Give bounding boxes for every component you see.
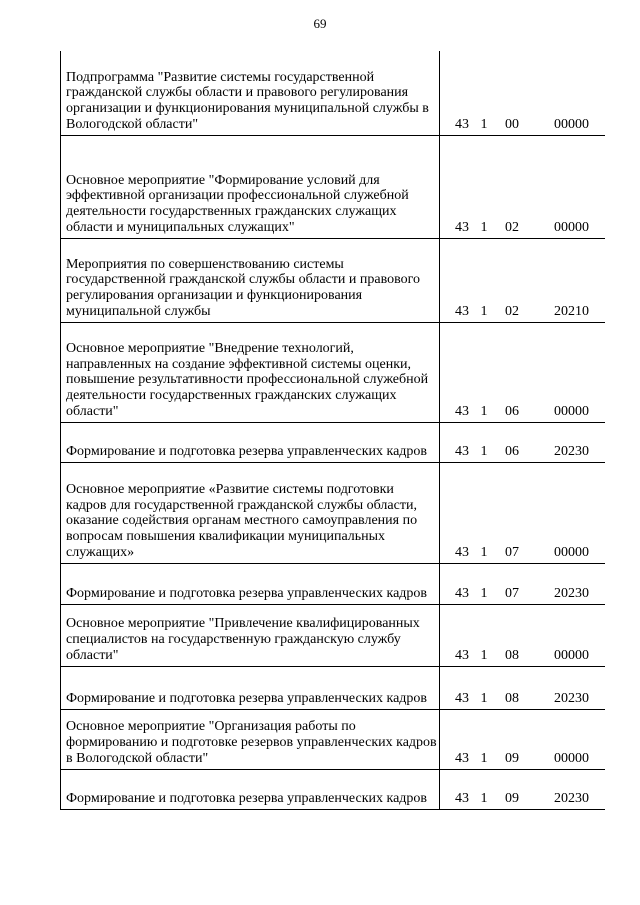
code-program: 43: [455, 750, 469, 766]
code-program: 43: [455, 647, 469, 663]
code-subprogram: 1: [480, 303, 488, 319]
row-description: Основное мероприятие "Привлечение квалифицированных специалистов на государственную гражданскую службу области": [61, 604, 440, 666]
row-description: Формирование и подготовка резерва управленческих кадров: [61, 769, 440, 809]
code-main-activity: 09: [505, 750, 519, 766]
code-subprogram: 1: [480, 219, 488, 235]
code-program: 43: [455, 585, 469, 601]
row-description: Формирование и подготовка резерва управленческих кадров: [61, 422, 440, 462]
table-row: [61, 769, 606, 809]
row-description: Основное мероприятие «Развитие системы подготовки кадров для государственной гражданской службы области, оказание содействия органам местного самоуправления по вопросам повышения квалификации муниципальных служащих»: [61, 462, 440, 563]
code-program: 43: [455, 116, 469, 132]
code-main-activity: 08: [505, 647, 519, 663]
table-row: [61, 422, 606, 462]
code-subprogram: 1: [480, 443, 488, 459]
code-main-activity: 00: [505, 116, 519, 132]
code-direction: 00000: [554, 403, 589, 419]
code-subprogram: 1: [480, 690, 488, 706]
code-subprogram: 1: [480, 585, 488, 601]
row-description: Формирование и подготовка резерва управленческих кадров: [61, 563, 440, 604]
page-number: 69: [313, 16, 327, 31]
code-direction: 00000: [554, 219, 589, 235]
row-description: Подпрограмма "Развитие системы государственной гражданской службы области и правового регулирования организации и функционирования муниципальной службы в Вологодской области": [61, 51, 440, 135]
code-subprogram: 1: [480, 116, 488, 132]
row-description: Основное мероприятие "Формирование условий для эффективной организации профессиональной служебной деятельности государственных гражданских служащих области и муниципальных служащих": [61, 135, 440, 238]
budget-classification-table: [60, 51, 605, 810]
code-program: 43: [455, 219, 469, 235]
code-program: 43: [455, 690, 469, 706]
code-subprogram: 1: [480, 750, 488, 766]
table-row: [61, 322, 606, 422]
code-direction: 20230: [554, 690, 589, 706]
code-main-activity: 06: [505, 403, 519, 419]
code-program: 43: [455, 403, 469, 419]
code-program: 43: [455, 790, 469, 806]
code-main-activity: 09: [505, 790, 519, 806]
code-direction: 00000: [554, 544, 589, 560]
code-direction: 20210: [554, 303, 589, 319]
row-description: Мероприятия по совершенствованию системы государственной гражданской службы области и правового регулирования организации и функционирования муниципальной службы: [61, 238, 440, 322]
code-direction: 00000: [554, 116, 589, 132]
table-row: [61, 51, 606, 135]
code-direction: 00000: [554, 647, 589, 663]
code-subprogram: 1: [480, 403, 488, 419]
code-subprogram: 1: [480, 544, 488, 560]
table-row: [61, 563, 606, 604]
code-main-activity: 02: [505, 219, 519, 235]
code-main-activity: 07: [505, 585, 519, 601]
table-row: [61, 604, 606, 666]
code-main-activity: 07: [505, 544, 519, 560]
table-row: [61, 135, 606, 238]
table-row: [61, 462, 606, 563]
code-direction: 00000: [554, 750, 589, 766]
row-description: Основное мероприятие "Внедрение технологий, направленных на создание эффективной системы оценки, повышение результативности профессиональной служебной деятельности государственных гражданских служащих области": [61, 322, 440, 422]
code-direction: 20230: [554, 790, 589, 806]
code-program: 43: [455, 303, 469, 319]
table-row: [61, 666, 606, 709]
code-program: 43: [455, 544, 469, 560]
code-main-activity: 06: [505, 443, 519, 459]
code-main-activity: 08: [505, 690, 519, 706]
code-subprogram: 1: [480, 647, 488, 663]
code-main-activity: 02: [505, 303, 519, 319]
code-direction: 20230: [554, 585, 589, 601]
code-direction: 20230: [554, 443, 589, 459]
code-program: 43: [455, 443, 469, 459]
row-description: Формирование и подготовка резерва управленческих кадров: [61, 666, 440, 709]
code-subprogram: 1: [480, 790, 488, 806]
table-row: [61, 709, 606, 769]
row-description: Основное мероприятие "Организация работы по формированию и подготовке резервов управленческих кадров в Вологодской области": [61, 709, 440, 769]
table-row: [61, 238, 606, 322]
